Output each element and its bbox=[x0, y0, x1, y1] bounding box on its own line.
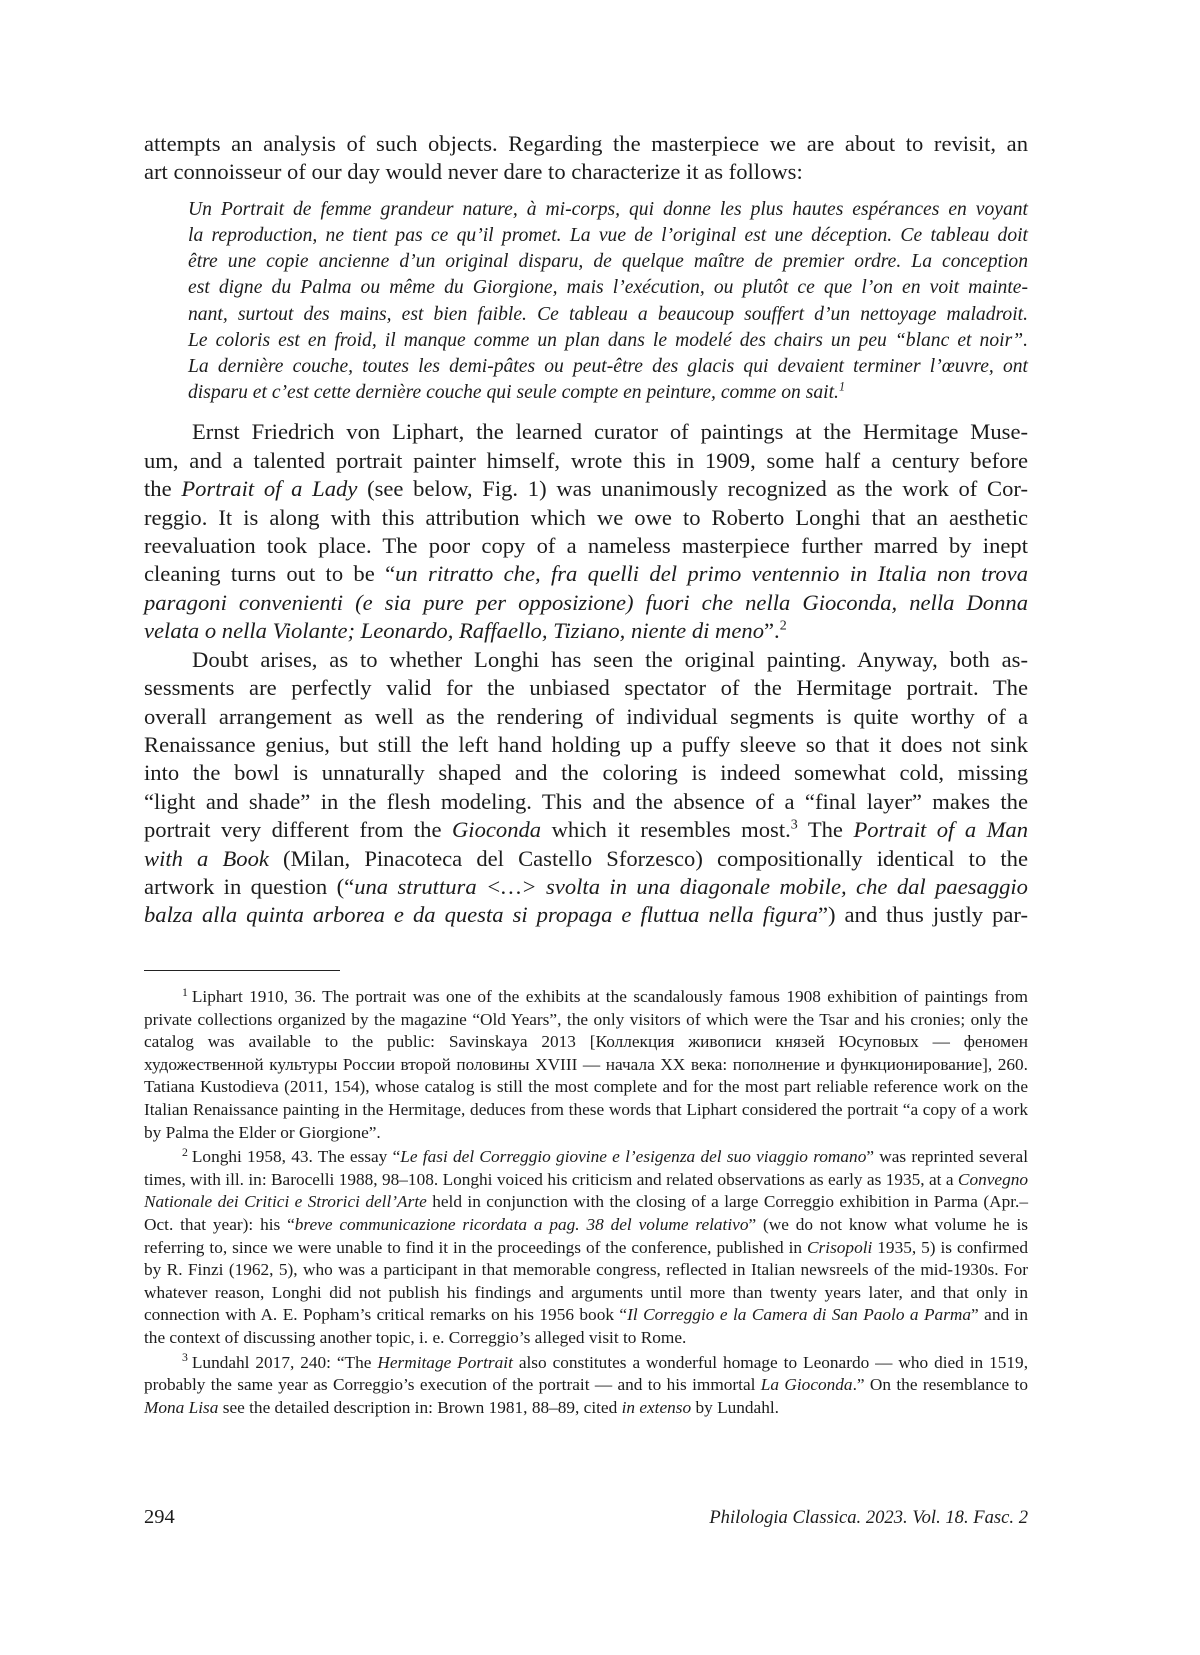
text-line: “light and shade” in the flesh modeling. This and the absence of a “final layer” makes the bbox=[144, 788, 1028, 814]
quote-line: Le coloris est en froid, il manque comme un plan dans le modelé des chairs un peu “blanc et noir”. bbox=[188, 329, 1028, 351]
text-run: artwork in question (“ bbox=[144, 873, 355, 899]
text-line: overall arrangement as well as the rendering of individual segments is quite worthy of a bbox=[144, 703, 1028, 729]
italic-quote: velata o nella Violante; Leonardo, Raffaello, Tiziano, niente di meno bbox=[144, 618, 764, 644]
text-line: sessments are perfectly valid for the unbiased spectator of the Hermitage portrait. The bbox=[144, 675, 1028, 701]
italic-title: Gioconda bbox=[451, 817, 542, 843]
text-line bbox=[144, 845, 1028, 873]
footnote-text: 1935, 5) is confirmed by R. Finzi (1962, 5), who was a participant in that memorable congress, reflected in Italian newsreels of the mid-1930s. For whatever reason, Longhi did not publish his findings and arguments until more than twenty years later, and that only in connection with A. E. Popham’s critical remarks on his 1956 book “ bbox=[144, 1237, 1028, 1325]
text-line: attempts an analysis of such objects. Regarding the masterpiece we are about to revisit, an bbox=[144, 131, 1028, 156]
text-line bbox=[144, 901, 1028, 929]
italic-title: Portrait of a Lady bbox=[181, 476, 358, 502]
text-run: ”. bbox=[764, 618, 780, 644]
italic-quote: un ritratto che, fra quelli del primo ventennio in Italia non trova bbox=[395, 561, 1028, 587]
text-line bbox=[144, 873, 1028, 901]
footnote-text: Longhi 1958, 43. The essay “ bbox=[191, 1147, 401, 1167]
running-footer: Philologia Classica. 2023. Vol. 18. Fasc. 2 bbox=[709, 1507, 1028, 1528]
footnote-2 bbox=[144, 1146, 1028, 1349]
footnotes bbox=[144, 986, 1028, 1419]
footnote-text: ” and in the context of discussing another topic, i. e. Correggio’s alleged visit to Rome. bbox=[144, 1305, 1028, 1347]
quote-line: Un Portrait de femme grandeur nature, à mi-corps, qui donne les plus hautes espérances en voyant bbox=[188, 198, 1028, 220]
text-line: art connoisseur of our day would never dare to characterize it as follows: bbox=[144, 159, 803, 185]
main-text bbox=[144, 130, 1028, 930]
text-run: the bbox=[144, 476, 182, 502]
text-line bbox=[144, 816, 1028, 844]
footnote-text: ” was reprinted several times, with ill. in: Barocelli 1988, 98–108. Longhi voiced his criticism and related observations as early as 1935, at a bbox=[144, 1147, 1028, 1189]
footnote-text: ” (we do not know what volume he is referring to, since we were unable to find it in the proceedings of the conference, published in bbox=[144, 1214, 1028, 1257]
page-number: 294 bbox=[144, 1506, 175, 1528]
paragraph-liphart bbox=[144, 418, 1028, 645]
footnote-italic: Mona Lisa bbox=[144, 1397, 219, 1417]
italic-quote: paragoni convenienti (e sia pure per opposizione) fuori che nella Gioconda, nella Donna bbox=[144, 589, 1028, 615]
footnote-number: 2 bbox=[182, 1145, 188, 1159]
text-line: Doubt arises, as to whether Longhi has seen the original painting. Anyway, both as- bbox=[192, 646, 1028, 672]
footnote-text: Liphart 1910, 36. The portrait was one of the exhibits at the scandalously famous 1908 exhibition of paintings from private collections organized by the magazine “Old Years”, the only visitors of which were the Tsar and his cronies; only the catalog was available to the public: Savinskaya 2013 [Коллекция живописи князей Юсуповых — феномен художественной культуры России второй половины XVIII — начала XX века: пополнение и функционирование], 260. Tatiana Kustodieva (2011, 154), whose catalog is still the most complete and for the most part reliable reference work on the Italian Renaissance painting in the Hermitage, deduces from these words that Liphart considered the portrait “a copy of a work by Palma the Elder or Giorgione”. bbox=[144, 987, 1028, 1142]
footnote-italic: in extenso bbox=[621, 1397, 692, 1417]
paragraph-continued bbox=[144, 130, 1028, 187]
text-line: reevaluation took place. The poor copy of a nameless masterpiece further marred by inept bbox=[144, 533, 1028, 559]
footnote-number: 3 bbox=[182, 1351, 188, 1365]
footnote-text: by Lundahl. bbox=[691, 1397, 779, 1417]
footnote-3 bbox=[144, 1352, 1028, 1420]
text-line bbox=[144, 589, 1028, 617]
text-line: um, and a talented portrait painter himself, wrote this in 1909, some half a century before bbox=[144, 447, 1028, 473]
footnote-ref-1[interactable]: 1 bbox=[838, 379, 846, 394]
quote-line: La dernière couche, toutes les demi-pâtes ou peut-être des glacis qui devaient terminer l’œuvre, ont bbox=[188, 356, 1028, 378]
text-run: cleaning turns out to be “ bbox=[144, 561, 396, 587]
text-line: into the bowl is unnaturally shaped and the coloring is indeed somewhat cold, missing bbox=[144, 760, 1028, 786]
text-line bbox=[144, 475, 1028, 503]
footnote-text: Lundahl 2017, 240: “The bbox=[191, 1352, 378, 1372]
quote-line: la reproduction, ne tient pas ce qu’il promet. La vue de l’original est une déception. Ce tableau doit bbox=[188, 225, 1028, 247]
footnote-italic: Le fasi del Correggio giovine e l’esigenza del suo viaggio romano bbox=[400, 1147, 867, 1167]
text-line: Ernst Friedrich von Liphart, the learned curator of paintings at the Hermitage Muse- bbox=[192, 419, 1028, 445]
quote-line: est digne du Palma ou même du Giorgione, mais l’exécution, ou plutôt ce que l’on en voit mainte- bbox=[188, 277, 1028, 299]
footnote-text: .” On the resemblance to bbox=[852, 1375, 1028, 1395]
quote-line: nant, surtout des mains, est bien faible. Ce tableau a beaucoup souffert d’un nettoyage maladroit. bbox=[188, 303, 1028, 325]
footnote-text: held in conjunction with the closing of a large Correggio exhibition in Parma (Apr.–Oct. that year): his “ bbox=[144, 1192, 1028, 1234]
text-run: which it resembles most. bbox=[541, 817, 791, 843]
italic-title: with a Book bbox=[144, 845, 269, 871]
footnote-italic: La Gioconda bbox=[760, 1375, 853, 1395]
text-line: Renaissance genius, but still the left hand holding up a puffy sleeve so that it does not sink bbox=[144, 731, 1028, 757]
text-line bbox=[144, 617, 1028, 645]
quote-line: disparu et c’est cette dernière couche qui seule compte en peinture, comme on sait. bbox=[188, 382, 839, 404]
footnote-ref-3[interactable]: 3 bbox=[790, 817, 798, 833]
footnote-text: see the detailed description in: Brown 1981, 88–89, cited bbox=[218, 1397, 622, 1417]
quote-line-last bbox=[188, 380, 1028, 406]
text-run: (see below, Fig. 1) was unanimously recognized as the work of Cor- bbox=[357, 476, 1028, 502]
text-run: portrait very different from the bbox=[144, 817, 452, 843]
footnote-italic: Convegno Nationale dei Critici e Strorici dell’Arte bbox=[144, 1169, 1028, 1212]
footnote-1 bbox=[144, 986, 1028, 1144]
quote-line: être une copie ancienne d’un original disparu, de quelque maître de premier ordre. La conception bbox=[188, 251, 1028, 273]
footnote-ref-2[interactable]: 2 bbox=[779, 618, 787, 634]
text-run: ”) and thus justly par- bbox=[817, 902, 1028, 928]
footnote-separator bbox=[144, 970, 340, 971]
italic-quote: balza alla quinta arborea e da questa si propaga e fluttua nella figura bbox=[144, 902, 818, 928]
footnote-italic: Crisopoli bbox=[807, 1237, 873, 1257]
italic-quote: una struttura <…> svolta in una diagonale mobile, che dal paesaggio bbox=[354, 873, 1028, 899]
text-line: reggio. It is along with this attribution which we owe to Roberto Longhi that an aesthetic bbox=[144, 504, 1028, 530]
footnote-italic: Hermitage Portrait bbox=[377, 1352, 513, 1372]
text-run: (Milan, Pinacoteca del Castello Sforzesco) compositionally identical to the bbox=[268, 845, 1028, 871]
footnote-number: 1 bbox=[182, 985, 188, 999]
footnote-italic: Il Correggio e la Camera di San Paolo a Parma bbox=[627, 1305, 972, 1325]
text-line bbox=[144, 560, 1028, 588]
footnote-italic: breve communicazione ricordata a pag. 38 del volume relativo bbox=[294, 1214, 749, 1234]
italic-title: Portrait of a Man bbox=[853, 817, 1029, 843]
footnote-text: also constitutes a wonderful homage to Leonardo — who died in 1519, probably the same year as Correggio’s execution of the portrait — and to his immortal bbox=[144, 1352, 1029, 1395]
paragraph-longhi bbox=[144, 646, 1028, 930]
block-quote bbox=[188, 197, 1028, 407]
text-run: The bbox=[797, 817, 854, 843]
